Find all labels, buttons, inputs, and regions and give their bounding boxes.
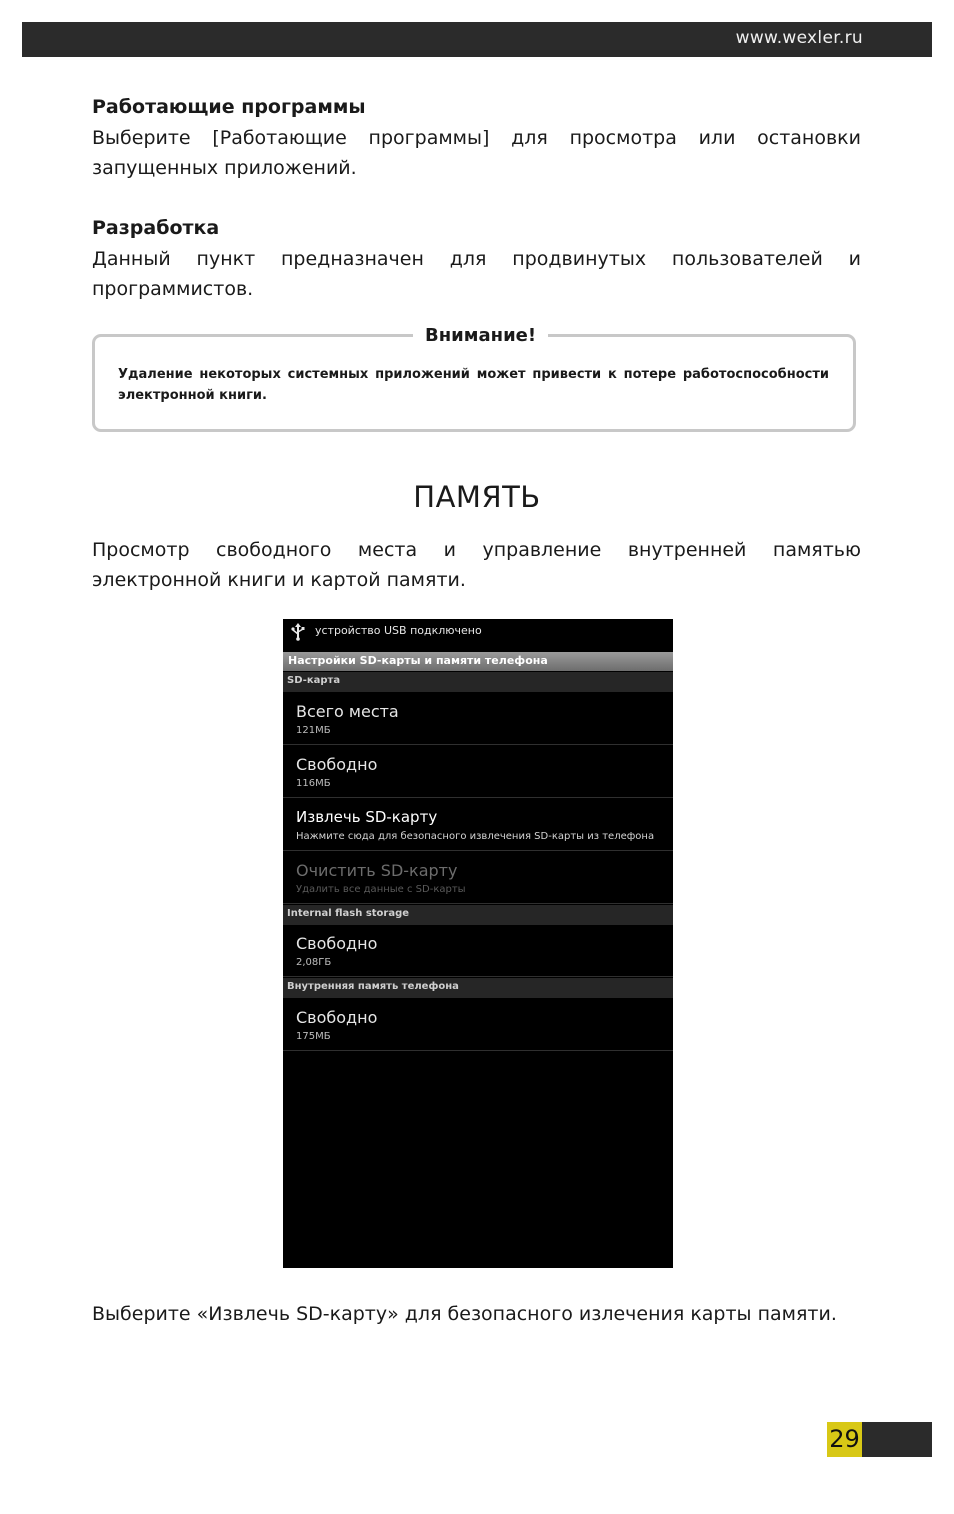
unmount-sd-title: Извлечь SD-карту (296, 808, 438, 826)
pref-sd-total-title: Всего места (296, 702, 399, 721)
phone-screenshot (283, 619, 673, 1268)
page-number-bar (862, 1422, 932, 1457)
header-url: www.wexler.ru (735, 28, 863, 48)
section-memory (92, 535, 861, 595)
section-development (92, 216, 861, 304)
format-sd-title: Очистить SD-карту (296, 861, 458, 880)
pref-sd-total-value: 121МБ (296, 725, 331, 736)
format-sd-summary: Удалить все данные с SD-карты (296, 884, 466, 895)
warning-text: Удаление некоторых системных приложений может привести к потере работоспособности электронной книги. (118, 367, 829, 403)
pref-flash-free-title: Свободно (296, 934, 378, 953)
pref-sd-total (283, 693, 673, 745)
unmount-sd-button[interactable] (283, 799, 673, 851)
category-internal-memory-label: Внутренняя память телефона (287, 981, 459, 992)
footer-instruction: Выберите «Извлечь SD-карту» для безопасного излечения карты памяти. (92, 1303, 837, 1325)
category-sd-card-label: SD-карта (287, 675, 341, 686)
page-number: 29 (827, 1422, 862, 1457)
running-apps-title: Работающие программы (92, 96, 366, 118)
warning-title: Внимание! (413, 324, 548, 348)
settings-title-bar (283, 652, 673, 671)
pref-internal-free-title: Свободно (296, 1008, 378, 1027)
pref-sd-free (283, 746, 673, 798)
pref-flash-free-value: 2,08ГБ (296, 957, 332, 968)
format-sd-button[interactable] (283, 852, 673, 904)
development-text: Данный пункт предназначен для продвинутых пользователей и программистов. (92, 248, 861, 300)
header-bar (22, 22, 932, 57)
pref-internal-free-value: 175МБ (296, 1031, 331, 1042)
category-sd-card (283, 672, 673, 692)
development-title: Разработка (92, 217, 220, 239)
pref-sd-free-title: Свободно (296, 755, 378, 774)
status-text: устройство USB подключено (315, 624, 482, 637)
category-internal-flash (283, 905, 673, 925)
category-internal-flash-label: Internal flash storage (287, 908, 410, 919)
status-bar (283, 619, 673, 651)
running-apps-text: Выберите [Работающие программы] для просмотра или остановки запущенных приложений. (92, 127, 861, 179)
memory-heading: ПАМЯТЬ (413, 480, 541, 514)
category-internal-memory (283, 978, 673, 998)
unmount-sd-summary: Нажмите сюда для безопасного извлечения SD-карты из телефона (296, 831, 655, 842)
pref-sd-free-value: 116МБ (296, 778, 331, 789)
pref-internal-free (283, 999, 673, 1051)
pref-flash-free (283, 925, 673, 977)
usb-icon (290, 623, 306, 641)
section-running-apps (92, 95, 861, 183)
memory-text: Просмотр свободного места и управление внутренней памятью электронной книги и картой памяти. (92, 539, 861, 591)
settings-title: Настройки SD-карты и памяти телефона (288, 654, 548, 667)
